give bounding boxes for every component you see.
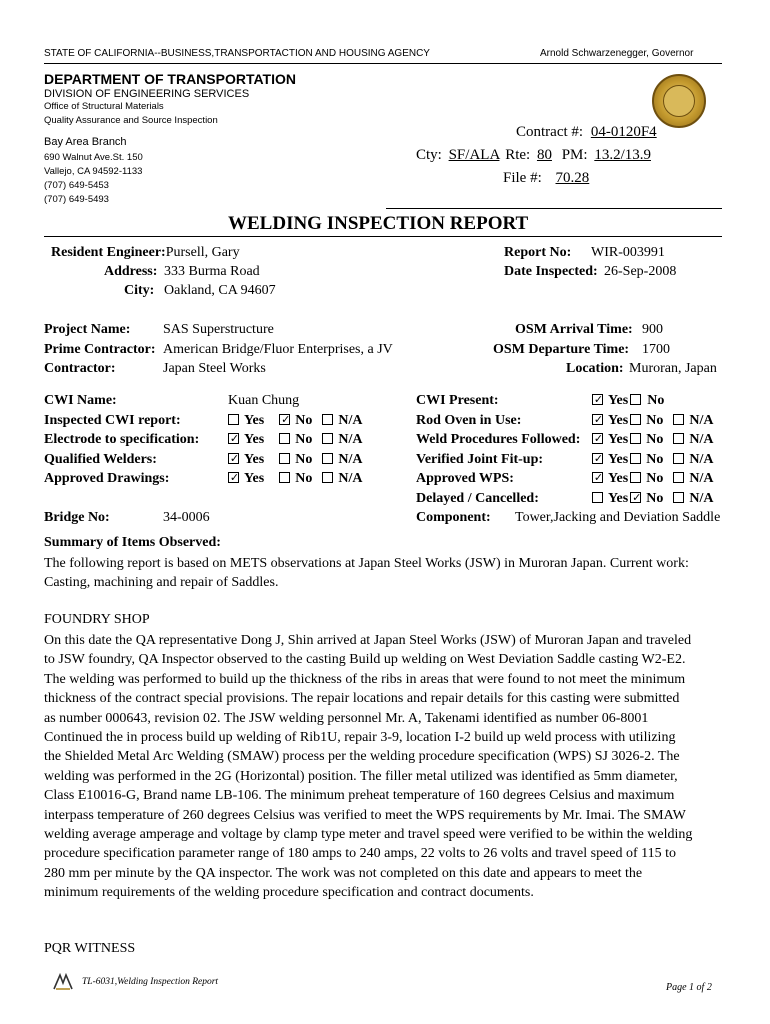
right-check-options-1: ✓ Yes No N/A	[592, 432, 713, 448]
no-checkbox[interactable]	[279, 433, 290, 444]
component-label: Component:	[416, 510, 491, 525]
cty-label: Cty:	[416, 147, 442, 163]
city-value: Oakland, CA 94607	[164, 283, 276, 298]
contractor-value: Japan Steel Works	[163, 361, 266, 376]
bridge-no-label: Bridge No:	[44, 510, 110, 525]
yes-checkbox[interactable]	[592, 472, 603, 483]
pqr-heading: PQR WITNESS	[44, 941, 136, 956]
right-check-options-3: ✓ Yes No N/A	[592, 471, 713, 487]
no-checkbox[interactable]	[630, 492, 641, 503]
na-checkbox[interactable]	[322, 453, 333, 464]
title-rule	[44, 236, 722, 237]
left-check-options-1: ✓ Yes No N/A	[228, 432, 362, 448]
branch-phone-2: (707) 649-5493	[44, 194, 109, 205]
foundry-text: On this date the QA representative Dong J, Shin arrived at Japan Steel Works (JSW) of Muroran Japan and traveled to JSW foundry, QA Inspector observed to the casting Build up welding on West Deviation Saddle casting W2-E2. The welding was performed to build up the thickness of the ribs in areas that were found to not meet the minimum thickness of the contract special provisions. The repair locations and repair details for this casting were submitted as number 000643, revision 02. The JSW welding personnel Mr. A, Takenami identified as number 06-8001 Continued the in process build up welding of Rib1U, repair 3-9, location I-2 build up weld process with utilizing the Shielded Metal Arc Welding (SMAW) process per the welding procedure specification (WPS) SJ 3026-2. The welding was performed in the 2G (Horizontal) position. The filler metal utilized was identified as 5mm diameter, Class E10016-G, Brand name LB-106. The minimum preheat temperature of 160 degrees Celsius and maximum interpass temperature of 260 degrees Celsius was verified to meet the WPS requirements by Mr. Imai. The SMAW welding average amperage and voltage by clamp type meter and travel speed were verified to be within the welding procedure specification parameter range of 180 amps to 240 amps, 22 volts to 26 volts and travel speed of 115 to 280 mm per minute by the QA inspector. The work was not completed on this date and appears to meet the minimum requirements of the welding procedure specification and contract documents.	[44, 633, 693, 901]
right-check-options-0: ✓ Yes No N/A	[592, 413, 713, 429]
location-value: Muroran, Japan	[629, 361, 717, 376]
no-checkbox[interactable]	[279, 453, 290, 464]
resident-engineer-label: Resident Engineer:	[51, 245, 166, 260]
branch-street: 690 Walnut Ave.St. 150	[44, 152, 143, 163]
cwi-name-value: Kuan Chung	[228, 393, 300, 408]
right-check-options-2: ✓ Yes No N/A	[592, 452, 713, 468]
resident-engineer-row	[51, 245, 240, 261]
cwi-present-no-checkbox[interactable]	[630, 394, 641, 405]
location-label: Location:	[566, 361, 624, 376]
yes-checkbox[interactable]	[228, 472, 239, 483]
report-no-label: Report No:	[504, 245, 572, 260]
na-checkbox[interactable]	[673, 492, 684, 503]
state-seal-icon	[652, 74, 706, 128]
file-row	[503, 170, 592, 187]
yes-checkbox[interactable]	[592, 492, 603, 503]
no-checkbox[interactable]	[630, 433, 641, 444]
contract-rule	[386, 208, 722, 209]
left-check-label-1: Electrode to specification:	[44, 432, 200, 447]
left-check-options-2: ✓ Yes No N/A	[228, 452, 362, 468]
na-checkbox[interactable]	[673, 472, 684, 483]
prime-contractor-value: American Bridge/Fluor Enterprises, a JV	[163, 342, 393, 357]
contract-value: 04-0120F4	[590, 124, 657, 140]
pm-label: PM:	[561, 147, 588, 163]
agency-header: STATE OF CALIFORNIA--BUSINESS,TRANSPORTACTION AND HOUSING AGENCY	[44, 48, 430, 59]
bridge-no-value: 34-0006	[163, 510, 210, 525]
branch-city: Vallejo, CA 94592-1133	[44, 166, 143, 177]
contract-number-row	[516, 124, 657, 141]
left-check-label-0: Inspected CWI report:	[44, 412, 181, 428]
qa-name: Quality Assurance and Source Inspection	[44, 115, 218, 126]
yes-checkbox[interactable]	[592, 414, 603, 425]
file-value: 70.28	[555, 170, 590, 186]
no-checkbox[interactable]	[630, 414, 641, 425]
pm-value: 13.2/13.9	[594, 147, 651, 163]
route-row	[416, 147, 692, 164]
cwi-present-label: CWI Present:	[416, 393, 499, 408]
summary-heading: Summary of Items Observed:	[44, 535, 221, 550]
right-check-label-1: Weld Procedures Followed:	[416, 432, 581, 447]
osm-departure-label: OSM Departure Time:	[493, 342, 630, 357]
contractor-label: Contractor:	[44, 361, 116, 376]
na-checkbox[interactable]	[322, 414, 333, 425]
left-check-options-0: Yes✓ No N/A	[228, 413, 362, 429]
na-checkbox[interactable]	[322, 433, 333, 444]
left-check-label-3: Approved Drawings:	[44, 471, 170, 486]
report-title: WELDING INSPECTION REPORT	[228, 213, 529, 234]
left-check-label-2: Qualified Welders:	[44, 451, 157, 467]
osm-arrival-label: OSM Arrival Time:	[515, 322, 633, 337]
city-label: City:	[124, 283, 155, 298]
left-check-options-3: ✓ Yes No N/A	[228, 471, 362, 487]
summary-intro: The following report is based on METS observations at Japan Steel Works (JSW) in Muroran Japan. Current work: Casting, machining and repair of Saddles.	[44, 556, 689, 591]
branch-phone-1: (707) 649-5453	[44, 180, 109, 191]
osm-arrival-value: 900	[642, 322, 663, 337]
contract-label: Contract #:	[516, 124, 584, 140]
component-value: Tower,Jacking and Deviation Saddle	[515, 510, 721, 525]
osm-departure-value: 1700	[642, 342, 670, 357]
rte-value: 80	[536, 147, 552, 163]
na-checkbox[interactable]	[673, 414, 684, 425]
na-checkbox[interactable]	[673, 433, 684, 444]
project-name-label: Project Name:	[44, 322, 131, 337]
yes-checkbox[interactable]	[228, 433, 239, 444]
report-no-value: WIR-003991	[591, 245, 665, 260]
division-name: DIVISION OF ENGINEERING SERVICES	[44, 88, 250, 100]
yes-checkbox[interactable]	[592, 433, 603, 444]
governor-label: Arnold Schwarzenegger, Governor	[540, 48, 694, 59]
project-name-value: SAS Superstructure	[163, 322, 274, 337]
right-check-label-0: Rod Oven in Use:	[416, 412, 522, 428]
no-checkbox[interactable]	[630, 453, 641, 464]
page-number: Page 1 of 2	[666, 982, 712, 993]
yes-checkbox[interactable]	[592, 453, 603, 464]
right-check-label-3: Approved WPS:	[416, 471, 514, 486]
address-label: Address:	[104, 264, 158, 279]
form-name: TL-6031,Welding Inspection Report	[82, 977, 219, 987]
file-label: File #:	[503, 170, 542, 186]
date-inspected-label: Date Inspected:	[504, 264, 598, 279]
cwi-name-label: CWI Name:	[44, 393, 117, 408]
date-inspected-value: 26-Sep-2008	[604, 264, 677, 279]
branch-name: Bay Area Branch	[44, 136, 127, 148]
rte-label: Rte:	[505, 147, 531, 163]
yes-checkbox[interactable]	[228, 453, 239, 464]
na-checkbox[interactable]	[322, 472, 333, 483]
prime-contractor-label: Prime Contractor:	[44, 342, 156, 357]
department-name: DEPARTMENT OF TRANSPORTATION	[44, 71, 296, 87]
no-checkbox[interactable]	[279, 472, 290, 483]
right-check-options-4: Yes✓ No N/A	[592, 491, 713, 507]
foundry-heading: FOUNDRY SHOP	[44, 612, 150, 627]
office-name: Office of Structural Materials	[44, 101, 164, 112]
na-checkbox[interactable]	[673, 453, 684, 464]
cwi-present-options: ✓ Yes No	[592, 393, 664, 409]
cwi-present-yes-checkbox[interactable]	[592, 394, 603, 405]
caltrans-logo-icon	[52, 973, 74, 991]
yes-checkbox[interactable]	[228, 414, 239, 425]
header-rule	[44, 63, 722, 64]
no-checkbox[interactable]	[630, 472, 641, 483]
no-checkbox[interactable]	[279, 414, 290, 425]
address-value: 333 Burma Road	[164, 264, 260, 279]
cty-value: SF/ALA	[448, 147, 500, 163]
resident-engineer-value: Pursell, Gary	[165, 245, 240, 260]
right-check-label-2: Verified Joint Fit-up:	[416, 451, 544, 467]
right-check-label-4: Delayed / Cancelled:	[416, 490, 539, 506]
